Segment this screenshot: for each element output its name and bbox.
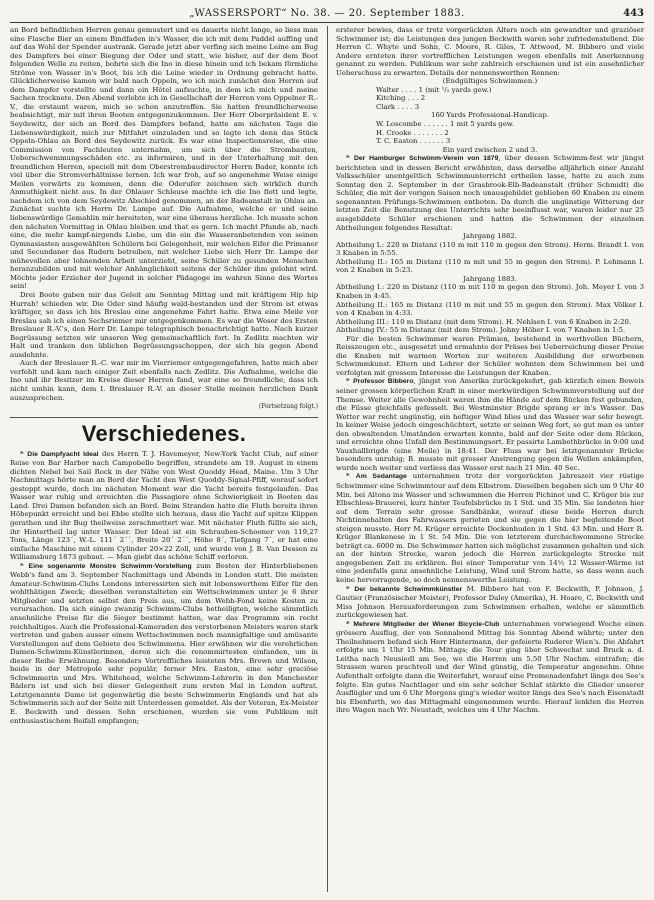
- result-line: H. Crooke . . . . . . . 2: [376, 128, 449, 137]
- news-item-title: Am Sedantage: [355, 473, 407, 481]
- year-heading: Jahrgang 1882.: [463, 232, 517, 241]
- page-number: 443: [623, 8, 644, 19]
- news-item-title: Professor Bibbero: [353, 378, 414, 386]
- result-line: Clark . . . . 3: [376, 102, 420, 111]
- column-divider: [327, 26, 328, 892]
- result-line: T. C. Easton . . . . . . 3: [376, 137, 451, 146]
- article-paragraph: ersterer bewies, dass er trotz vorgerückten Alters noch ein gewandter und graziöser Schwimmer ist; die Leistungen des jungen Beckwith waren sehr zufriedenstellend. Die Herren C. Whyte und Sohn, C. Moore, R. Giles, T. Attwood, M. Bibbero und viele Andere ernteten ihrer vortrefflichen Leistungen wegen ebenfalls mit Anerkennung genannt zu werden. Publikum war sehr zahlreich erschienen und ist ein ausehnlicher Ueberschuss zu erwarten. Details der nennenswerthen Rennen:: [336, 26, 644, 77]
- news-item-bibbero: * Professor Bibbero, jüngst von Amerika zurückgekehrt, gab kürzlich einen Beweis seiner grossen körperlichen Kraft in einer merkwürdigen Schwimmvorstellung auf der Themse. Weiter alle Gewohnheit waren ihm die Hände auf dem Rücken fest gebunden, die Füsse gleichfalls gefesselt. Bei Westminster Brigde sprang er in's Wasser. Das Wetter war recht ungünstig, ein heftiger Wind blies und das Wasser war sehr bewegt. In keiner Weise jedoch eingeschüchtert, setzte er seinen Weg fort, so gut man es unter den obwaltenden Umständen erwarten konnte, bald auf der Seite oder dem Rücken, und erreichte ohne Unfall den Bestimmungsort. Er passirte Lambethbrücke in 9:00 und Vauxhallbrigde (eine Meile) in 18:41. Der Fluss war bei letztgenannter Brücke besonders unruhig; B. musste mit grosser Anstrengung gegen die Wellen ankämpfen, wurde noch weiter und verliess das Wasser erst nach 21 Min. 40 Sec.: [336, 377, 644, 472]
- news-item-body: zum Besten der Hinterbliebenen Webb's fand am 3. September Nachmittags und Abends in London statt. Die meisten Amateur-Schwimm-Clubs Londons interessirten sich mit lobenswerthem Eifer für den wohlthätigen Zweck; dieselben veranstalteten ein Wettschwimmen unter je 6 ihrer Mitglieder und setzten selbst den Preis aus, um dem Webb-Fond keine Kosten zu verursachen. Da sich einige zwanzig Schwimm-Clubs betheiligten, welche sämmtlich ansehnliche Preise für die Sieger bestimmt hatten, war das Programm ein recht reichhaltiges. Auch die Professional-Kameraden des verstorbenen Meisters waren stark vertreten und gaben ausser einem Wettschwimmen noch mannigfaltige und amüsante Vorstellungen auf dem Gebiete des Schwimmens. Hier erwähnen wir die verehrlichen Damen-Schwimm-Künstlerinnen, deren sich die renommirtesten einfanden, um in dieser Reihe Erwähnung. Besonders Vortreffliches leisteten Mrs. Brown und Wilson, beide in der Metropole sehr populär, ferner Mrs. Easton, eine sehr graciöse Schwimmerin und Mrs. Whitehead, welche Schwimm-Lehrerin in den Manchester Bädern ist und sich bei dieser Gelegenheit zum ersten Mal in London auftrat. Letztgenannte Dame ist gegenwärtig die beste Schwimmerin Englands und hat als Schwimmerin sich auf der Seite mit Unterdessen gemeldet. Als der Veteran, Ex-Meister E. Beckwith und dessen Sohn erschienen, wurden sie vom Publikum mit enthusiastischem Beifall empfangen;: [10, 561, 318, 725]
- division-result: Abtheilung II.: 165 m Distanz (110 m mit und 55 m gegen den Strom). Max Völker I. von 4 Knaben in 4:33.: [336, 300, 644, 318]
- right-column: [336, 26, 644, 894]
- article-paragraph: an Bord befindlichen Herren genau gemustert und es dauerte nicht lange, so liess man eine Flasche Bier an einem Bindfaden in's Wasser, die ich mit dem Paddel auffing und auf das Wohl der Spender austrank. Gerade jetzt aber verfing sich meine Leine am Bug des Dampfers bei einer Biegung der Oder und statt, wie bisher, auf der dem Boot folgenden Welle zu reiten, bohrte sich die Ino in diese hinein und ich bekam förmliche Ströme von Wasser in's Boot, bis ich die Leine wieder in Ordnung gebracht hatte. Glücklicherweise kamen wir bald nach Oppeln, wo ich mich zunächst den Herren auf dem Dampfer vorstellte und dann ein Hôtel aufsuchte, in dem ich mich und meine Sachen trocknete. Den Abend verlebte ich in Gesellschaft der Herren vom Oppelner R.-V., die erstaunt waren, mich so schon anzutreffen. Sie hatten freundlicherweise beabsichtigt, mir mit ihren Booten entgegenzukommen. Der Herr Oberpräsident E. v. Seydewitz, der sich an Bord des Dampfers befand, hatte am nächsten Tage die Liebenswürdigkeit, mich zur Mitfahrt einzuladen und so legte ich denn das Stück Oppeln-Ohlau an Bord des Seydewitz zurück. Es war eine Inspectionsreise, die eine Commission von Fachleuten unternahm, um sich über die Strombauten, Ueberschwemmungsschäden etc. zu informiren, und in der Unterhaltung mit den freundlichen Herren, speciell mit dem Oberstrombaudirector Herrn Bader, konnte ich viel über die Stromverhältnisse lernen. Ich war froh, auf so angenehme Weise einige Meilen vorwärts zu kommen, denn die Oderufer zeichnen sich wirklich durch Anmuthigkeit nicht aus. In der Ohlauer Schleuse machte ich die Ino flott und legte, nachdem ich von dem Seydewitz Abschied genommen, an der Badeanstalt in Ohlau an. Zunächst suchte ich Herrn Dr. Lampe auf. Die Aufnahme, welche er und seine liebenswürdige Gemahlin mir bereiteten, war eine überaus herzliche. Ich musste schon den nächsten Vormittag in Ohlau bleiben und that es gern. Ich macht Pfunde ab, nach eine, die mehr kampf-nirgends Liebe, um die ein die Wasseranbetenden von seinen Gymnasiasten ausgewählten Schülern bei Gelegenheit, mir welchen Eifer die Primaner und Secundaner das Rudern betreiben, mit welcher Liebe sich Herr Dr. Lampe der mühevollen aber lohnenden Arbeit unterzieht, seine Schüler zu gesunden Menschen heranzubilden und mit welcher Anhänglichkeit seitens der Schüler ihm gelohnt wird. Möchte jeder Erzieher der Jugend in solcher Pädagoge im wahren Sinne des Wortes sein!: [10, 26, 318, 291]
- news-item-title: Die Dampfyacht Ideal: [27, 450, 99, 458]
- results-heading: 160 Yards Professional-Handicap.: [431, 111, 549, 120]
- news-item-swimmer: * Der bekannte Schwimmkünstler M. Bibbero hat von F. Beckwith, P. Johnson, J. Gautier (Französischer Meister), Professor Daley (Amerika), H. Hoare, C. Beckwith und Miss Johnson Herausforderungen zum Schwimmen erhalten, welche er sämmtlich zurückgewiesen hat.: [336, 584, 644, 620]
- results-list: [376, 86, 644, 112]
- continuation-note: (Fortsetzung folgt.): [259, 403, 318, 411]
- header-rule: [10, 22, 644, 23]
- news-item-title: Der bekannte Schwimmkünstler: [354, 585, 463, 593]
- division-result: Abtheilung III.: 110 m Distanz (mit dem Strom). H. Nehlsen I. von 6 Knaben in 2:20.: [336, 317, 632, 326]
- news-item-sedan: * Am Sedantage unternahmen trotz der vorgerückten Jahreszeit vier rüstige Schwimmer eine Schwimmtour auf dem Elbstrom. Dieselben begaben sich um 9 Uhr 40 Min. bei Altona ins Wasser und schwammen die Herren Pichinot und C. Krüger bis zur Elbschloss-Brauerei, kurz hinter Teufelsbrücke in 1 Std. und 35 Min. Sie landeten hier auf dem Terrain sehr grosse Sandbänke, worauf diese beide Herren durch Nichtinnehalten des Fahrwassers gerieten und sie gegen die hier begleitende Boot steigen musste. Herr M. Krüger erreichte Dockenhuden in 1 Std. 43 Min. und Herr R. Krüger Blankenese in 1 St. 54 Min. Die von letzterem durchschwommene Strecke beträgt ca. 6000 m. Die Schwimmer hatten sich möglichst zusammen gehalten und sich an der hinten Strecke, waren jedoch die Herren zurückgelegte Strecke mit angegebenen Zeit zu erklären. Bei einer Temperatur von 14½ 12 Wasser-Wärme ist eine jedenfalls ganz ansehnliche Leistung, Wind und Strom hatte, so dass wenn auch keine hervorragende, so doch nennenswerthe Leistung.: [336, 472, 644, 584]
- article-paragraph: Drei Boote gaben mir das Geleit am Sonntag Mittag und mit kräftigem Hip hip Hurrah! schieden wir. Die Oder sind häufig wald-bestanden und der Strom ist etwas kräftiger, so dass ich bis Breslau eine angenehme Fahrt hatte. Etwa eine Meile vor Breslau sah ich einen Sechsriemer mir entgegenkommen. Es war die Weser des Ersten Breslauer R.-V.'s, den Herr Dr. Lampe telegraphisch benachrichtigt hatte. Nach kurzer Begrüssung setzten wir unseren Weg gemeinschaftlich fort. In Zedlitz machten wir Halt und tranken den üblichen Begrüssungsschoppen, der sich bis gegen Abend ausdehnte.: [10, 290, 318, 359]
- results-note: Ein yard zwischen 2 und 3.: [442, 145, 538, 154]
- division-result: Abtheilung I.: 220 m Distanz (110 m mit 110 m gegen den Strom). Joh. Meyer I. von 3 Knaben in 4:45.: [336, 283, 644, 300]
- division-result: Abtheilung IV.: 55 m Distanz (mit dem Strom). Johny Höber I. von 7 Knaben in 1:5.: [336, 326, 626, 335]
- news-item-title: Der Hamburger Schwimm-Verein von 1879: [353, 155, 499, 163]
- news-item-body: des Herrn T. J. Havemeyer, New-York Yacht Club, auf einer Reise von Bar Harbor nach Campobello begriffen, strandete am 19. August in einem dichten Nebel bei Sail Rock in der Nähe von West Quoddy Head, Maine. Um 3 Uhr Nachmittags hörte man an Bord der Yacht den West Quoddy-Signal-Pfiff, worauf sofort gestoppt wurde, doch im nächsten Moment war die Yacht bereits festgelaufen. Das Wasser war ruhig und erreichten die Passagiere ohne Schwierigkeit in Booten das Land. Drei Damen befanden sich an Bord. Beim Stranden hatte die Fluth bereits ihren Höhepunkt erreicht und bei Ebbe stellte sich heraus, dass die Yacht auf spitze Klippen gerathen und ihr Bug theilweise zerschmettert war. Mit nächster Fluth füllte sie sich, ihr Hintertheil lag unter Wasser. Der Ideal ist ein Schrauben-Schooner von 119,27 Tons, Länge 123´, W.-L. 111´ 2´´, Breite 20´ 2´´, Höhe 8´, Tiefgang 7´, er hat eine einfache Maschine mit einem Cylinder 20×22 Zoll, und wurde von J. B. Van Dessen zu Williamsburg 1873 gebaut. — Man giebt das schöne Schiff verloren.: [10, 449, 318, 562]
- results-heading: (Endgültiges Schwimmen.): [442, 77, 538, 86]
- news-item-body: unternahmen vorwiegend Woche einen grössern Ausflug, der von Sonnabend Mittag bis Sonntag Abend währte; unter den Theilnehmern befand sich Herr Hintermann, der gefeierte Ruderer Wien's. Die Abfahrt erfolgte um 1 Uhr 15 Min. Mittags; die Tour ging über Schwechat und Bruck a. d. Leitha nach Neusiedl am See, wo die Herren um 5.50 Uhr Nachm. eintrafen; die Strassen waren prachtvoll und der Wind günstig, die Temperatur angenehm. Ohne Aufenthalt erfolgte dann die Weiterfahrt, worauf eine Promenadenfahrt längs des See's folgte. Ein gutes Nachtlager und ein sehr solcher Schlaf stärkte die Glieder unserer Ausflügler und um 6 Uhr Morgens ging's wieder weiter längs des See's nach Eisenstadt bis Ebenfurth, wo das Mittagmahl eingenommen wurde. Hierauf lenkten die Herren ihre Wagen nach Wr. Neustadt, welches um 4 Uhr Nachm.: [336, 619, 644, 715]
- section-rule: [10, 417, 318, 418]
- section-title: Verschiedenes.: [81, 420, 247, 446]
- news-item-body: , über dessen Schwimm-fest wir jüngst berichteten und in dessen Bericht erwähnten, dass derselbe alljährlich einer Anzahl Volksschüler unentgeltlich Schwimmunterricht ertheilen lasse, hatte zu auch zum Sonntag den 2. September in der Grasbrook-Elb-Badeanstalt (früher Schmidt) die Schüler, die mit der vorigen Saison noch unausgebildet geblieben 60 Knaben zu einem sogenannten Prüfungs-Schwimmen entboten. Da durch die ungünstige Witterung der letzten Zeit die Benutzung des Unterrichts sehr beeinflusst war, waren leider nur 25 ausgebildete Schüler erschienen und hatten die Schwimmen der einzelnen Abtheilungen folgendes Resultat:: [336, 154, 644, 232]
- running-header: [10, 6, 644, 22]
- running-title: „WASSERSPORT“ No. 38. — 20. September 1883.: [189, 8, 465, 19]
- news-item-ideal: * Die Dampfyacht Ideal des Herrn T. J. Havemeyer, New-York Yacht Club, auf einer Reise von Bar Harbor nach Campobello begriffen, strandete am 19. August in einem dichten Nebel bei Sail Rock in der Nähe von West Quoddy Head, Maine. Um 3 Uhr Nachmittags hörte man an Bord der Yacht den West Quoddy-Signal-Pfiff, worauf sofort gestoppt wurde, doch im nächsten Moment war die Yacht bereits festgelaufen. Das Wasser war ruhig und erreichten die Passagiere ohne Schwierigkeit in Booten das Land. Drei Damen befanden sich an Bord. Beim Stranden hatte die Fluth bereits ihren Höhepunkt erreicht und bei Ebbe stellte sich heraus, dass die Yacht auf spitze Klippen gerathen und ihr Bug theilweise zerschmettert war. Mit nächster Fluth füllte sie sich, ihr Hintertheil lag unter Wasser. Der Ideal ist ein Schrauben-Schooner von 119,27 Tons, Länge 123´, W.-L. 111´ 2´´, Breite 20´ 2´´, Höhe 8´, Tiefgang 7´, er hat eine einfache Maschine mit einem Cylinder 20×22 Zoll, und wurde von J. B. Van Dessen zu Williamsburg 1873 gebaut. — Man giebt das schöne Schiff verloren.: [10, 449, 318, 562]
- article-paragraph: Für die besten Schwimmer waren Prämien, bestehend in werthvollen Büchern, Reisszeugen etc., ausgesetzt und ermahnte der Präses bei Ueberreichung dieser Preise die Knaben mit warmen Worten zur weiteren Ausbildung der erworbenen Schwimmkunst. Eltern und Lehrer der Schüler wohnten dem Schwimmen bei und verfolgten mit grossem Interesse die Leistungen der Knaben.: [336, 334, 644, 377]
- news-item-bicycle: * Mehrere Mitglieder der Wiener Bicycle-Club unternahmen vorwiegend Woche einen grössern Ausflug, der von Sonnabend Mittag bis Sonntag Abend währte; unter den Theilnehmern befand sich Herr Hintermann, der gefeierte Ruderer Wien's. Die Abfahrt erfolgte um 1 Uhr 15 Min. Mittags; die Tour ging über Schwechat und Bruck a. d. Leitha nach Neusiedl am See, wo die Herren um 5.50 Uhr Nachm. eintrafen; die Strassen waren prachtvoll und der Wind günstig, die Temperatur angenehm. Ohne Aufenthalt erfolgte dann die Weiterfahrt, worauf eine Promenadenfahrt längs des See's folgte. Ein gutes Nachtlager und ein sehr solcher Schlaf stärkte die Glieder unserer Ausflügler und um 6 Uhr Morgens ging's wieder weiter längs des See's nach Eisenstadt bis Ebenfurth, wo das Mittagmahl eingenommen wurde. Hierauf lenkten die Herren ihre Wagen nach Wr. Neustadt, welches um 4 Uhr Nachm.: [336, 619, 644, 715]
- result-line: Kitching . . . 2: [376, 94, 426, 103]
- news-item-hamburg: * Der Hamburger Schwimm-Verein von 1879, über dessen Schwimm-fest wir jüngst berichteten und in dessen Bericht erwähnten, dass derselbe alljährlich einer Anzahl Volksschüler unentgeltlich Schwimmunterricht ertheilen lasse, hatte zu auch zum Sonntag den 2. September in der Grasbrook-Elb-Badeanstalt (früher Schmidt) die Schüler, die mit der vorigen Saison noch unausgebildet geblieben 60 Knaben zu einem sogenannten Prüfungs-Schwimmen entboten. Da durch die ungünstige Witterung der letzten Zeit die Benutzung des Unterrichts sehr beeinflusst war, waren leider nur 25 ausgebildete Schüler erschienen und hatten die Schwimmen der einzelnen Abtheilungen folgendes Resultat:: [336, 154, 644, 232]
- result-line: W. Loscombe . . . . . . 1 mit 5 yards gew.: [376, 120, 515, 129]
- division-result: Abtheilung I.: 220 m Distanz (110 m mit 110 m gegen den Strom). Herm. Brandt I. von 3 Knaben in 5:55.: [336, 240, 644, 258]
- year-heading: Jahrgang 1883.: [463, 274, 517, 283]
- news-item-title: Mehrere Mitglieder der Wiener Bicycle-Club: [353, 620, 500, 628]
- news-item-body: , jüngst von Amerika zurückgekehrt, gab kürzlich einen Beweis seiner grossen körperlichen Kraft in einer merkwürdigen Schwimmvorstellung auf der Themse. Weiter alle Gewohnheit waren ihm die Hände auf dem Rücken fest gebunden, die Füsse gleichfalls gefesselt. Bei Westminster Brigde sprang er in's Wasser. Das Wetter war recht ungünstig, ein heftiger Wind blies und das Wasser war sehr bewegt. In keiner Weise jedoch eingeschüchtert, setzte er seinen Weg fort, so gut man es unter den obwaltenden Umständen erwarten konnte, bald auf der Seite oder dem Rücken, und erreichte ohne Unfall den Bestimmungsort. Er passirte Lambethbrücke in 9:00 und Vauxhallbrigde (eine Meile) in 18:41. Der Fluss war bei letztgenannter Brücke besonders unruhig; B. musste mit grosser Anstrengung gegen die Wellen ankämpfen, wurde noch weiter und verliess das Wasser erst nach 21 Min. 40 Sec.: [336, 377, 644, 472]
- article-paragraph: Auch der Breslauer R.-C. war mir im Vierriemer entgegengefahren, hatte mich aber verfehlt und kam nach einiger Zeit ebenfalls nach Zedlitz. Die Aufnahme, welche die Ino und ihr Besitzer im Kreise dieser Herren fand, war eine so freundliche, dass ich nicht umhin kann, dem I. Breslauer R.-V. an dieser Stelle meinen herzlichen Dank auszusprechen.: [10, 359, 318, 402]
- news-item-monstre: * Eine sogenannte Monstre Schwimm-Vorstellung zum Besten der Hinterbliebenen Webb's fand am 3. September Nachmittags und Abends in London statt. Die meisten Amateur-Schwimm-Clubs Londons interessirten sich mit lobenswerthem Eifer für den wohlthätigen Zweck; dieselben veranstalteten ein Wettschwimmen unter je 6 ihrer Mitglieder und setzten selbst den Preis aus, um dem Webb-Fond keine Kosten zu verursachen. Da sich einige zwanzig Schwimm-Clubs betheiligten, welche sämmtlich ansehnliche Preise für die Sieger bestimmt hatten, war das Programm ein recht reichhaltiges. Auch die Professional-Kameraden des verstorbenen Meisters waren stark vertreten und gaben ausser einem Wettschwimmen noch mannigfaltige und amüsante Vorstellungen auf dem Gebiete des Schwimmens. Hier erwähnen wir die verehrlichen Damen-Schwimm-Künstlerinnen, deren sich die renommirtesten einfanden, um in dieser Reihe Erwähnung. Besonders Vortreffliches leisteten Mrs. Brown und Wilson, beide in der Metropole sehr populär, ferner Mrs. Easton, eine sehr graciöse Schwimmerin und Mrs. Whitehead, welche Schwimm-Lehrerin in den Manchester Bädern ist und sich bei dieser Gelegenheit zum ersten Mal in London auftrat. Letztgenannte Dame ist gegenwärtig die beste Schwimmerin Englands und hat als Schwimmerin sich auf der Seite mit Unterdessen gemeldet. Als der Veteran, Ex-Meister E. Beckwith und dessen Sohn erschienen, wurden sie vom Publikum mit enthusiastischem Beifall empfangen;: [10, 561, 318, 725]
- division-result: Abtheilung II.: 165 m Distanz (110 m mit und 55 m gegen den Strom). P. Lehmann I. von 2 Knaben in 5:23.: [336, 257, 644, 275]
- results-list: [376, 120, 644, 146]
- left-column: [10, 26, 318, 894]
- news-item-body: M. Bibbero hat von F. Beckwith, P. Johnson, J. Gautier (Französischer Meister), Professor Daley (Amerika), H. Hoare, C. Beckwith und Miss Johnson Herausforderungen zum Schwimmen erhalten, welche er sämmtlich zurückgewiesen hat.: [336, 584, 644, 620]
- news-item-body: unternahmen trotz der vorgerückten Jahreszeit vier rüstige Schwimmer eine Schwimmtour auf dem Elbstrom. Dieselben begaben sich um 9 Uhr 40 Min. bei Altona ins Wasser und schwammen die Herren Pichinot und C. Krüger bis zur Elbschloss-Brauerei, kurz hinter Teufelsbrücke in 1 Std. und 35 Min. Sie landeten hier auf dem Terrain sehr grosse Sandbänke, worauf diese beide Herren durch Nichtinnehalten des Fahrwassers gerieten und sie gegen die hier begleitende Boot steigen musste. Herr M. Krüger erreichte Dockenhuden in 1 Std. 43 Min. und Herr R. Krüger Blankenese in 1 St. 54 Min. Die von letzterem durchschwommene Strecke beträgt ca. 6000 m. Die Schwimmer hatten sich möglichst zusammen gehalten und sich an der hinten Strecke, waren jedoch die Herren zurückgelegte Strecke mit angegebenen Zeit zu erklären. Bei einer Temperatur von 14½ 12 Wasser-Wärme ist eine jedenfalls ganz ansehnliche Leistung, Wind und Strom hatte, so dass wenn auch keine hervorragende, so doch nennenswerthe Leistung.: [336, 472, 644, 584]
- result-line: Walter . . . . 1 (mit ¹/₂ yards gew.): [376, 85, 492, 94]
- news-item-title: Eine sogenannte Monstre Schwimm-Vorstellung: [28, 562, 192, 570]
